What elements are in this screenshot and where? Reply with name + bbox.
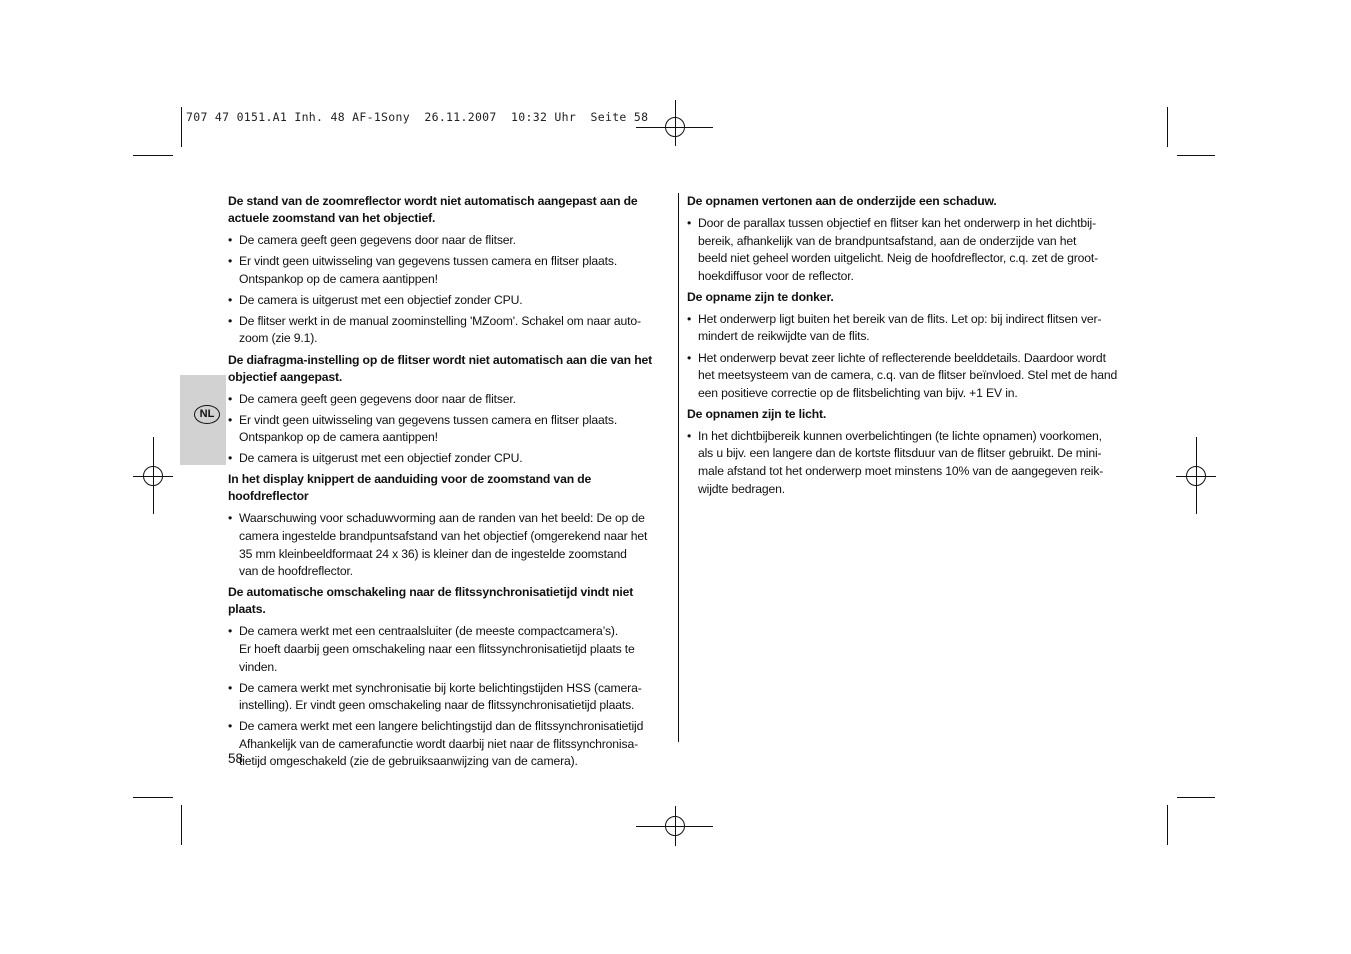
bullet-text-line: Er hoeft daarbij geen omschakeling naar een flitssynchronisatietijd plaats te [239,641,635,656]
bullet-text-line: van de hoofdreflector. [239,564,353,579]
crop-mark-bottom-left-v [181,805,182,845]
bullet-item [228,450,670,468]
bullet-text-line: wijdte bedragen. [698,481,786,496]
bullet-text-line: beeld niet geheel worden uitgelicht. Neig de hoofdreflector, c.q. zet de groot- [698,251,1099,266]
heading-line: De opnamen zijn te licht. [687,406,827,421]
troubleshooting-section [687,406,1133,498]
heading-line: De opnamen vertonen aan de onderzijde een schaduw. [687,194,997,208]
column-divider [678,193,679,742]
crop-mark-bottom-right-h [1177,797,1215,798]
bullet-list [228,623,670,771]
troubleshooting-section [687,193,1133,285]
section-heading [687,193,1133,210]
section-heading [228,584,670,618]
bullet-text-line: male afstand tot het onderwerp moet minstens 10% van de aangegeven reik- [698,464,1104,479]
bullet-text-line: • In het dichtbijbereik kunnen overbelichtingen (te lichte opnamen) voorkomen, [698,428,1102,443]
bullet-text-line: • De camera is uitgerust met een objectief zonder CPU. [239,292,523,307]
section-heading [228,352,670,386]
bullet-item [228,718,670,771]
crop-mark-top-left-v [181,107,182,147]
bullet-text-line: • De camera is uitgerust met een objectief zonder CPU. [239,451,523,466]
heading-line: De opname zijn te donker. [687,289,834,304]
heading-line: De stand van de zoomreflector wordt niet automatisch aangepast aan de [228,194,638,208]
bullet-item [228,313,670,348]
section-heading [228,193,670,227]
registration-cross-v [1196,437,1197,514]
bullet-text-line: • Er vindt geen uitwisseling van gegevens tussen camera en flitser plaats. [239,254,618,269]
crop-mark-bottom-left-h [133,797,173,798]
bullet-item [228,253,670,288]
bullet-text-line: • Het onderwerp ligt buiten het bereik van de flits. Let op: bij indirect flitsen ver- [698,311,1102,326]
crop-mark-bottom-right-v [1167,805,1168,845]
bullet-text-line: • De camera werkt met een langere belichtingstijd dan de flitssynchronisatietijd [239,719,644,734]
heading-line: In het display knippert de aanduiding voor de zoomstand van de hoofdreflector [228,472,592,504]
bullet-text-line: Afhankelijk van de camerafunctie wordt daarbij niet naar de flitssynchronisa- [239,736,638,751]
bullet-text-line: het meetsysteem van de camera, c.q. van de flitser beïnvloed. Stel met de hand [698,368,1118,383]
heading-line: De diafragma-instelling op de flitser wordt niet automatisch aan die van het [228,352,653,367]
registration-cross-v [675,806,676,846]
bullet-text-line: mindert de reikwijdte van de flits. [698,329,870,344]
bullet-text-line: • Waarschuwing voor schaduwvorming aan de randen van het beeld: De op de [239,511,645,526]
bullet-text-line: bereik, afhankelijk van de brandpuntsafstand, aan de onderzijde van het [698,233,1077,248]
bullet-text-line: • Door de parallax tussen objectief en flitser kan het onderwerp in het dichtbij- [698,216,1097,230]
registration-cross-v [675,100,676,146]
crop-mark-top-right-v [1167,107,1168,147]
bullet-list [687,215,1133,285]
bullet-text-line: Ontspankop op de camera aantippen! [239,430,438,445]
bullet-text-line: hoekdiffusor voor de reflector. [698,268,854,283]
crop-mark-top-left-h [133,155,173,156]
bullet-text-line: vinden. [239,659,278,674]
crop-mark-top-right-h [1177,155,1215,156]
bullet-text-line: • Het onderwerp bevat zeer lichte of reflecterende beelddetails. Daardoor wordt [698,350,1106,365]
bullet-text-line: camera ingestelde brandpuntsafstand van het objectief (omgerekend naar het [239,529,648,544]
bullet-item [687,350,1133,403]
bullet-text-line: 35 mm kleinbeeldformaat 24 x 36) is kleiner dan de ingestelde zoomstand [239,546,627,561]
print-slug: 707 47 0151.A1 Inh. 48 AF-1Sony 26.11.2007 10:32 Uhr Seite 58 [186,110,649,124]
troubleshooting-section [687,289,1133,402]
section-heading [687,406,1133,423]
bullet-item [687,428,1133,498]
troubleshooting-section [228,193,670,348]
bullet-item [687,311,1133,346]
bullet-list [228,232,670,348]
bullet-text-line: instelling). Er vindt geen omschakeling naar de flitssynchronisatietijd plaats. [239,698,635,713]
bullet-item [228,510,670,580]
bullet-item [228,680,670,715]
bullet-item [228,391,670,409]
troubleshooting-section [228,584,670,771]
section-heading [228,471,670,505]
bullet-list [228,510,670,580]
bullet-text-line: zoom (zie 9.1). [239,331,318,346]
bullet-text-line: Ontspankop op de camera aantippen! [239,271,438,286]
language-badge: NL [194,405,220,424]
bullet-item [687,215,1133,285]
bullet-text-line: • De flitser werkt in de manual zoominstelling 'MZoom'. Schakel om naar auto- [239,313,641,328]
registration-cross-v [153,437,154,514]
bullet-item [228,292,670,310]
bullet-item [228,412,670,447]
bullet-text-line: tietijd omgeschakeld (zie de gebruiksaanwijzing van de camera). [239,754,578,769]
section-heading [687,289,1133,306]
heading-line: actuele zoomstand van het objectief. [228,211,436,225]
heading-line: objectief aangepast. [228,369,343,384]
bullet-text-line: • Er vindt geen uitwisseling van gegevens tussen camera en flitser plaats. [239,412,618,427]
bullet-item [228,232,670,250]
bullet-text-line: als u bijv. een langere dan de kortste flitsduur van de flitser gebruikt. De mini- [698,446,1102,461]
heading-line: De automatische omschakeling naar de flitssynchronisatietijd vindt niet plaats. [228,585,634,617]
bullet-text-line: • De camera werkt met een centraalsluiter (de meeste compactcamera’s). [239,624,619,639]
right-column [687,193,1133,502]
bullet-list [687,311,1133,402]
bullet-text-line: • De camera werkt met synchronisatie bij korte belichtingstijden HSS (camera- [239,680,642,695]
bullet-text-line: een positieve correctie op de flitsbelichting van bijv. +1 EV in. [698,385,1018,400]
bullet-list [687,428,1133,498]
bullet-item [228,623,670,676]
troubleshooting-section [228,471,670,580]
troubleshooting-section [228,352,670,468]
bullet-text-line: • De camera geeft geen gegevens door naar de flitser. [239,391,516,406]
left-column [228,193,670,775]
page-number: 58 [228,751,244,766]
bullet-text-line: • De camera geeft geen gegevens door naar de flitser. [239,233,516,247]
bullet-list [228,391,670,468]
